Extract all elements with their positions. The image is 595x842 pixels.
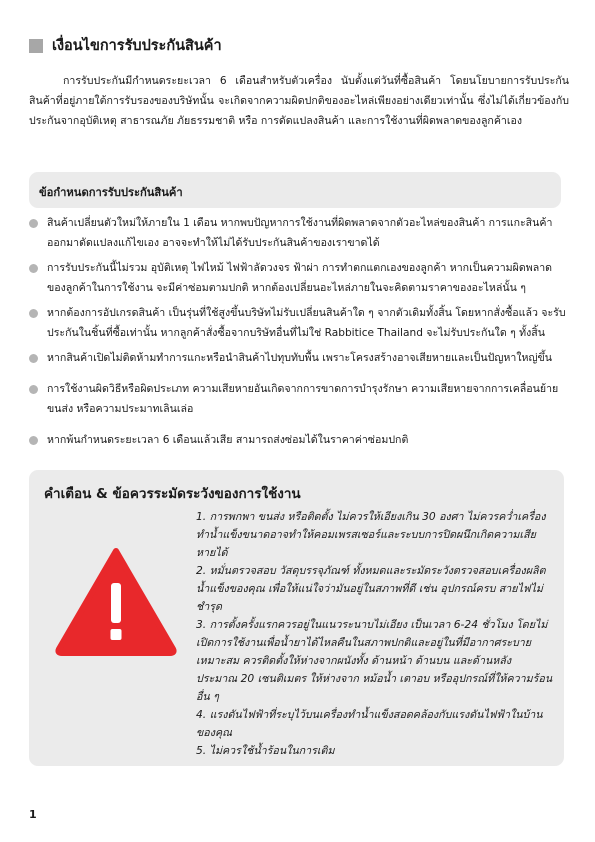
terms-item: การรับประกันนี้ไม่รวม อุบัติเหตุ ไฟไหม้ ไฟฟ้าลัดวงจร ฟ้าผ่า การทำตกแตกเองของลูกค้า หากเป็นความผิดพลาดของลูกค้าในการใช้งาน จะมีค่าซ่อมตามปกติ หากต้องเปลี่ยนอะไหล่ภายในจะคิดตามราคาของอะไหล่นั้น ๆ (29, 258, 569, 298)
page-number: 1 (29, 808, 37, 821)
bullet-icon (29, 436, 38, 445)
terms-item: การใช้งานผิดวิธีหรือผิดประเภท ความเสียหายอันเกิดจากการขาดการบำรุงรักษา ความเสียหายจากการเคลื่อนย้าย ขนส่ง หรือความประมาทเลินเล่อ (29, 379, 569, 419)
section-heading (29, 34, 222, 57)
warning-item: 2. หมั่นตรวจสอบ วัสดุบรรจุภัณฑ์ ทั้งหมดและระมัดระวังตรวจสอบเครื่องผลิตน้ำแข็งของคุณ เพื่อให้แน่ใจว่ามันอยู่ในสภาพที่ดี เช่น อุปกรณ์ครบ สายไฟไม่ชำรุด (196, 564, 546, 613)
terms-title: ข้อกำหนดการรับประกันสินค้า (39, 186, 183, 199)
terms-list (29, 213, 569, 455)
warning-item: 4. แรงดันไฟฟ้าที่ระบุไว้บนเครื่องทำน้ำแข็งสอดคล้องกับแรงดันไฟฟ้าในบ้านของคุณ (196, 708, 543, 739)
terms-item: หากสินค้าเปิดไม่ติดห้ามทำการแกะหรือนำสินค้าไปทุบทับพื้น เพราะโครงสร้างอาจเสียหายและเป็นปัญหาใหญ่ขึ้น (29, 348, 569, 368)
warning-item: 1. การพกพา ขนส่ง หรือติดตั้ง ไม่ควรให้เอียงเกิน 30 องศา ไม่ควรคว่ำเครื่องทำน้ำแข็งขนาดอาจทำให้คอมเพรสเซอร์และระบบการปิดผนึกเกิดความเสียหายได้ (196, 510, 546, 559)
warnings-list (196, 508, 554, 760)
bullet-icon (29, 264, 38, 273)
warning-triangle-icon (53, 545, 179, 657)
intro-paragraph: การรับประกันมีกำหนดระยะเวลา 6 เดือนสำหรับตัวเครื่อง นับตั้งแต่วันที่ซื้อสินค้า โดยนโยบายการรับประกันสินค้าที่อยู่ภายใต้การรับรองของบริษัทนั้น จะเกิดจากความผิดปกติของอะไหล่เพียงอย่างเดียวเท่านั้น ซึ่งไม่ได้เกี่ยวข้องกับประกันจากอุบัติเหตุ สาธารณภัย ภัยธรรมชาติ หรือ การดัดแปลงสินค้า และการใช้งานที่ผิดพลาดของลูกค้าเอง (29, 75, 569, 127)
terms-heading-panel (29, 172, 561, 208)
bullet-icon (29, 219, 38, 228)
page-title: เงื่อนไขการรับประกันสินค้า (52, 38, 222, 54)
bullet-icon (29, 354, 38, 363)
bullet-icon (29, 385, 38, 394)
terms-item: หากต้องการอัปเกรดสินค้า เป็นรุ่นที่ใช้สูงขึ้นบริษัทไม่รับเปลี่ยนสินค้าใด ๆ จากตัวเดิมทั้งสิ้น โดยหากสั่งซื้อแล้ว จะรับประกันในชิ้นที่ซื้อเท่านั้น หากลูกค้าสั่งซื้อจากบริษัทอื่นที่ไม่ใช่ Rabbitice Thailand จะไม่รับประกันใด ๆ ทั้งสิ้น (29, 303, 569, 343)
warning-item: 5. ไม่ควรใช้น้ำร้อนในการเติม (196, 744, 335, 757)
warning-item: 3. การตั้งครั้งแรกควรอยู่ในแนวระนาบไม่เอียง เป็นเวลา 6-24 ชั่วโมง โดยไม่เปิดการใช้งานเพื่อน้ำยาได้ไหลคืนในสภาพปกติและอยู่ในที่มีอากาศระบายเหมาะสม ควรติดตั้งให้ห่างจากผนังทั้ง ด้านหน้า ด้านบน และด้านหลัง ประมาณ 20 เซนติเมตร ให้ห่างจาก หม้อน้ำ เตาอบ หรืออุปกรณ์ที่ให้ความร้อนอื่น ๆ (196, 618, 553, 703)
bullet-icon (29, 309, 38, 318)
heading-square-marker (29, 39, 43, 53)
terms-item: หากพ้นกำหนดระยะเวลา 6 เดือนแล้วเสีย สามารถส่งซ่อมได้ในราคาค่าซ่อมปกติ (29, 430, 569, 450)
warnings-title: คำเตือน & ข้อควรระมัดระวังของการใช้งาน (44, 486, 301, 502)
terms-item: สินค้าเปลี่ยนตัวใหม่ให้ภายใน 1 เดือน หากพบปัญหาการใช้งานที่ผิดพลาดจากตัวอะไหล่ของสินค้า การแกะสินค้าออกมาดัดแปลงแก้ไขเอง อาจจะทำให้ไม่ได้รับประกันสินค้าของเราขาดได้ (29, 213, 569, 253)
